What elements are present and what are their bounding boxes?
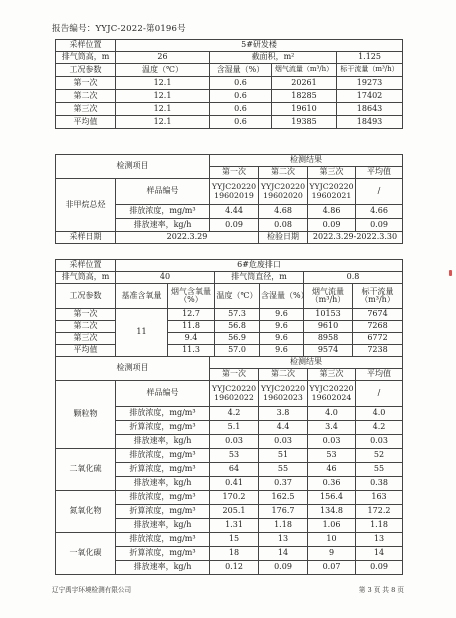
value-stack-height: 26	[116, 52, 210, 64]
table-cell: 18643	[337, 103, 403, 116]
sample-id: YYJC2022019602022	[210, 381, 259, 407]
metric-label: 排放浓度，mg/m³	[116, 205, 210, 219]
label-stack-diameter: 排气筒直径，m	[215, 272, 304, 284]
col-header: 温度（℃）	[215, 284, 260, 309]
table-cell: 134.8	[308, 505, 356, 519]
table-cell: 4.68	[259, 205, 308, 219]
table-cell: 64	[210, 463, 259, 477]
col-header: 工况参数	[56, 284, 116, 309]
table-cell: 0.03	[259, 435, 308, 449]
sample-id: YYJC2022019602020	[259, 179, 308, 205]
table-cell: 0.37	[259, 477, 308, 491]
page-number: 第 3 页 共 8 页	[358, 586, 404, 594]
table-cell: 0.6	[210, 77, 272, 90]
table-cell: 4.0	[308, 407, 356, 421]
col-header: 含湿量（%）	[260, 284, 304, 309]
table-cell: 9.6	[260, 321, 304, 333]
table-cell: 0.41	[210, 477, 259, 491]
table-cell: 156.4	[308, 491, 356, 505]
label-stack-height: 排气筒高，m	[56, 272, 116, 284]
table-cell: 4.66	[356, 205, 403, 219]
table-cell: 第二次	[56, 321, 116, 333]
table-cell: 57.0	[215, 345, 260, 357]
table-cell: 9	[308, 547, 356, 561]
table-cell: 0.6	[210, 90, 272, 103]
metric-label: 排放速率，kg/h	[116, 435, 210, 449]
table-cell: 第一次	[56, 77, 116, 90]
table-cell: 11.3	[168, 345, 215, 357]
col-header: 基准含氧量	[116, 284, 168, 309]
metric-label: 排放速率，kg/h	[116, 561, 210, 575]
value-sampling-location: 5#研发楼	[116, 40, 403, 52]
table-cell: 17402	[337, 90, 403, 103]
table-cell: 9610	[304, 321, 353, 333]
col-header: 含湿量（%）	[210, 64, 272, 77]
label-sampling-location: 采样位置	[56, 260, 116, 272]
table-cell: 0.09	[356, 219, 403, 232]
table-cell: 12.1	[116, 116, 210, 129]
pollutant-results-table	[55, 356, 403, 575]
run-header: 第二次	[259, 369, 308, 381]
table-cell: 55	[356, 463, 403, 477]
metric-label: 折算浓度，mg/m³	[116, 505, 210, 519]
table-cell: 51	[259, 449, 308, 463]
label-sampling-date: 采样日期	[56, 232, 116, 244]
metric-label: 折算浓度，mg/m³	[116, 547, 210, 561]
table-cell: 0.03	[356, 435, 403, 449]
table-cell: 0.03	[308, 435, 356, 449]
table-cell: 6772	[353, 333, 403, 345]
table-cell: 0.09	[308, 219, 356, 232]
table-cell: 0.6	[210, 116, 272, 129]
metric-label: 折算浓度，mg/m³	[116, 463, 210, 477]
table-cell: 4.4	[259, 421, 308, 435]
nmhc-results-table	[55, 154, 403, 244]
metric-label: 排放速率，kg/h	[116, 519, 210, 533]
run-header: 第二次	[259, 167, 308, 179]
table-cell: 15	[210, 533, 259, 547]
run-header: 第三次	[308, 369, 356, 381]
table-cell: 9.6	[260, 333, 304, 345]
table-cell: 53	[308, 449, 356, 463]
col-header: 工况参数	[56, 64, 116, 77]
table-cell: 1.06	[308, 519, 356, 533]
label-test-results: 检测结果	[210, 357, 403, 369]
table-cell: 4.0	[356, 407, 403, 421]
run-header: 平均值	[356, 369, 403, 381]
table-cell: 3.8	[259, 407, 308, 421]
table-cell: 0.08	[259, 219, 308, 232]
table-cell: 9.4	[168, 333, 215, 345]
table-cell: 4.2	[356, 421, 403, 435]
table-cell: 7238	[353, 345, 403, 357]
table-cell: 第三次	[56, 333, 116, 345]
table-cell: 1.18	[356, 519, 403, 533]
sample-id: YYJC2022019602019	[210, 179, 259, 205]
table-cell: 56.8	[215, 321, 260, 333]
table-cell: 0.6	[210, 103, 272, 116]
pollutant-name: 氮氧化物	[56, 491, 116, 533]
table-cell: 0.07	[308, 561, 356, 575]
table-cell: 12.1	[116, 77, 210, 90]
sample-id: /	[356, 179, 403, 205]
table-cell: 8958	[304, 333, 353, 345]
col-header: 标干流量（m³/h）	[337, 64, 403, 77]
table-cell: 55	[259, 463, 308, 477]
run-header: 第一次	[210, 167, 259, 179]
table-cell: 1.18	[259, 519, 308, 533]
table-cell: 19273	[337, 77, 403, 90]
metric-label: 排放速率，kg/h	[116, 477, 210, 491]
table-cell: 0.09	[210, 219, 259, 232]
col-header: 烟气流量（m³/h）	[304, 284, 353, 309]
pollutant-name: 一氧化碳	[56, 533, 116, 575]
metric-label: 排放浓度，mg/m³	[116, 407, 210, 421]
sample-id: /	[356, 381, 403, 407]
table-cell: 0.36	[308, 477, 356, 491]
table-cell: 0.09	[356, 561, 403, 575]
table-cell: 5.1	[210, 421, 259, 435]
label-cross-section: 截面积，m²	[210, 52, 337, 64]
table-cell: 平均值	[56, 116, 116, 129]
table-cell: 第一次	[56, 309, 116, 321]
table-cell: 13	[259, 533, 308, 547]
table-cell: 52	[356, 449, 403, 463]
label-sample-id: 样品编号	[116, 381, 210, 407]
reference-oxygen: 11	[116, 309, 168, 357]
table-cell: 46	[308, 463, 356, 477]
label-stack-height: 排气筒高，m	[56, 52, 116, 64]
table-cell: 12.1	[116, 90, 210, 103]
value-sampling-date: 2022.3.29	[116, 232, 259, 244]
table-cell: 176.7	[259, 505, 308, 519]
table-cell: 170.2	[210, 491, 259, 505]
metric-label: 排放浓度，mg/m³	[116, 491, 210, 505]
label-sampling-location: 采样位置	[56, 40, 116, 52]
margin-mark	[449, 270, 452, 276]
table-cell: 4.86	[308, 205, 356, 219]
pollutant-name: 二氧化硫	[56, 449, 116, 491]
label-test-item: 检测项目	[56, 155, 210, 179]
table-cell: 7268	[353, 321, 403, 333]
table-cell: 0.09	[259, 561, 308, 575]
col-header: 温度（℃）	[116, 64, 210, 77]
table-cell: 163	[356, 491, 403, 505]
table-cell: 162.5	[259, 491, 308, 505]
table-cell: 56.9	[215, 333, 260, 345]
table-cell: 11.8	[168, 321, 215, 333]
table-cell: 18285	[272, 90, 337, 103]
label-sample-id: 样品编号	[116, 179, 210, 205]
label-test-results: 检测结果	[210, 155, 403, 167]
table-cell: 3.4	[308, 421, 356, 435]
col-header: 烟气流量（m³/h）	[272, 64, 337, 77]
table-cell: 19610	[272, 103, 337, 116]
run-header: 第一次	[210, 369, 259, 381]
table-cell: 平均值	[56, 345, 116, 357]
table-cell: 9.6	[260, 345, 304, 357]
table-cell: 第二次	[56, 90, 116, 103]
sample-id: YYJC2022019602021	[308, 179, 356, 205]
pollutant-name: 非甲烷总烃	[56, 179, 116, 232]
table-cell: 10153	[304, 309, 353, 321]
table-cell: 12.7	[168, 309, 215, 321]
value-test-date: 2022.3.29-2022.3.30	[308, 232, 403, 244]
table-cell: 172.2	[356, 505, 403, 519]
sample-id: YYJC2022019602024	[308, 381, 356, 407]
value-stack-height: 40	[116, 272, 215, 284]
table-cell: 4.44	[210, 205, 259, 219]
label-test-date: 检验日期	[259, 232, 308, 244]
report-number: 报告编号：YYJC-2022-第0196号	[52, 24, 186, 34]
table-cell: 12.1	[116, 103, 210, 116]
table-cell: 4.2	[210, 407, 259, 421]
metric-label: 折算浓度，mg/m³	[116, 421, 210, 435]
table-cell: 9.6	[260, 309, 304, 321]
table-cell: 53	[210, 449, 259, 463]
table-cell: 9574	[304, 345, 353, 357]
sample-id: YYJC2022019602023	[259, 381, 308, 407]
table-cell: 0.38	[356, 477, 403, 491]
company-name: 辽宁禹宇环境检测有限公司	[52, 586, 132, 594]
table-cell: 10	[308, 533, 356, 547]
table-cell: 14	[356, 547, 403, 561]
pollutant-name: 颗粒物	[56, 381, 116, 449]
run-header: 第三次	[308, 167, 356, 179]
table-cell: 19385	[272, 116, 337, 129]
table-cell: 第三次	[56, 103, 116, 116]
value-sampling-location: 6#危废排口	[116, 260, 403, 272]
run-header: 平均值	[356, 167, 403, 179]
col-header: 烟气含氧量（%）	[168, 284, 215, 309]
table-cell: 1.31	[210, 519, 259, 533]
table-cell: 57.3	[215, 309, 260, 321]
metric-label: 排放浓度，mg/m³	[116, 533, 210, 547]
metric-label: 排放浓度，mg/m³	[116, 449, 210, 463]
col-header: 标干流量（m³/h）	[353, 284, 403, 309]
value-stack-diameter: 0.8	[304, 272, 403, 284]
exhaust-params-table-1	[55, 39, 403, 129]
table-cell: 205.1	[210, 505, 259, 519]
label-test-item: 检测项目	[56, 357, 210, 381]
table-cell: 0.03	[210, 435, 259, 449]
table-cell: 0.12	[210, 561, 259, 575]
exhaust-params-table-2	[55, 259, 403, 357]
metric-label: 排放速率，kg/h	[116, 219, 210, 232]
table-cell: 18493	[337, 116, 403, 129]
table-cell: 13	[356, 533, 403, 547]
table-cell: 18	[210, 547, 259, 561]
table-cell: 20261	[272, 77, 337, 90]
value-cross-section: 1.125	[337, 52, 403, 64]
table-cell: 7674	[353, 309, 403, 321]
table-cell: 14	[259, 547, 308, 561]
